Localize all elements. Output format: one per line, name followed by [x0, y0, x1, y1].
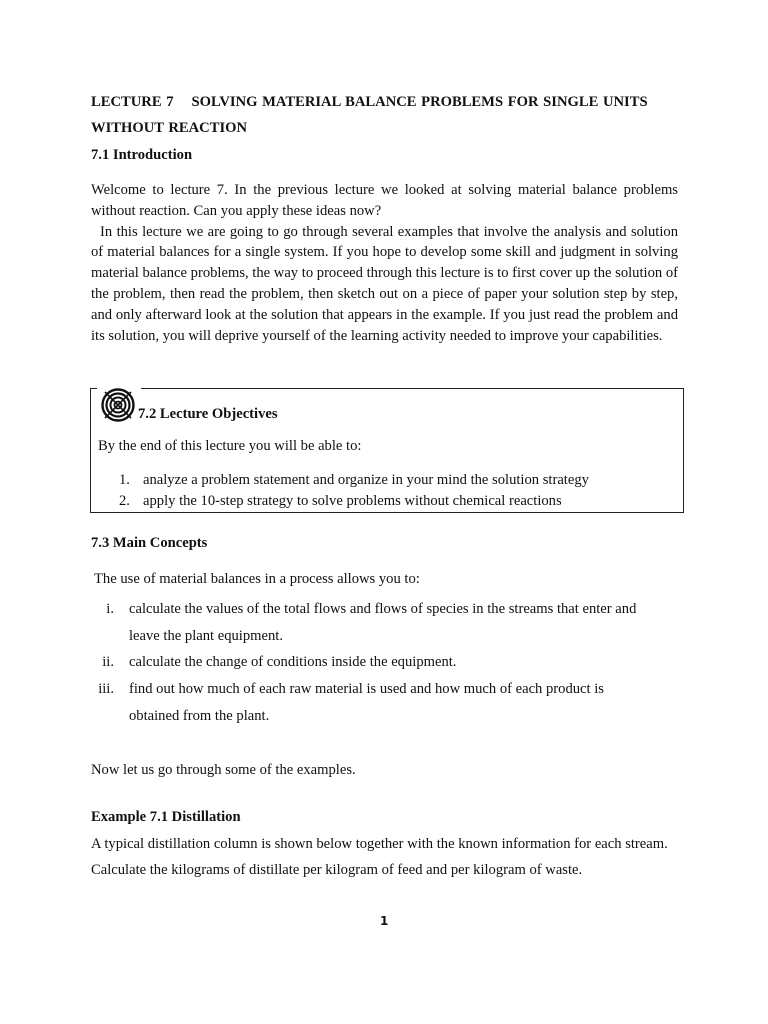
objective-number: 2. — [119, 493, 130, 509]
example-text-line-2: Calculate the kilograms of distillate per kilogram of feed and per kilogram of waste. — [91, 862, 583, 878]
introduction-paragraph-2: In this lecture we are going to go through several examples that involve the analysis and solution of material balances for a single system. If you hope to develop some skill and judgment in solving material balance problems, the way to proceed through this lecture is to first cover up the solution of the problem, then read the problem, then sketch out on a piece of paper your solution step by step, and only afterward look at the solution that appears in the example. If you just read the problem and its solution, you will deprive yourself of the learning activity needed to improve your capabilities. — [91, 223, 678, 344]
objective-number: 1. — [119, 472, 130, 488]
lecture-title-line-2: WITHOUT REACTION — [91, 120, 248, 136]
concept-text-line-1: calculate the values of the total flows and flows of species in the streams that enter and — [129, 601, 637, 617]
concept-text-line-2: obtained from the plant. — [129, 708, 270, 724]
objective-text: analyze a problem statement and organize in your mind the solution strategy — [143, 472, 589, 488]
concepts-closing: Now let us go through some of the examples. — [91, 762, 356, 778]
target-icon — [101, 388, 135, 422]
objective-text: apply the 10-step strategy to solve problems without chemical reactions — [143, 493, 562, 509]
page-number: 1 — [380, 914, 389, 928]
concept-numeral: i. — [106, 601, 114, 617]
concept-numeral: ii. — [102, 654, 114, 670]
objectives-lead: By the end of this lecture you will be able to: — [98, 438, 362, 454]
objective-item — [119, 472, 589, 489]
concept-text-line-1: find out how much of each raw material is used and how much of each product is — [129, 681, 604, 697]
example-text-line-1: A typical distillation column is shown below together with the known information for each stream. — [91, 836, 668, 852]
lecture-title-line-1 — [91, 94, 648, 111]
section-heading-objectives: 7.2 Lecture Objectives — [138, 406, 278, 422]
concept-text-line-2: leave the plant equipment. — [129, 628, 283, 644]
lecture-title: SOLVING MATERIAL BALANCE PROBLEMS FOR SINGLE UNITS — [191, 94, 648, 110]
objective-item — [119, 493, 562, 510]
lecture-number: LECTURE 7 — [91, 94, 174, 110]
section-heading-introduction: 7.1 Introduction — [91, 147, 193, 163]
example-heading: Example 7.1 Distillation — [91, 809, 241, 825]
concept-text-line-1: calculate the change of conditions inside the equipment. — [129, 654, 457, 670]
introduction-body — [91, 180, 678, 346]
section-heading-main-concepts: 7.3 Main Concepts — [91, 535, 208, 551]
introduction-paragraph-1: Welcome to lecture 7. In the previous lecture we looked at solving material balance problems without reaction. Can you apply these ideas now? — [91, 182, 678, 219]
concepts-lead: The use of material balances in a process allows you to: — [94, 571, 420, 587]
concept-numeral: iii. — [98, 681, 114, 697]
